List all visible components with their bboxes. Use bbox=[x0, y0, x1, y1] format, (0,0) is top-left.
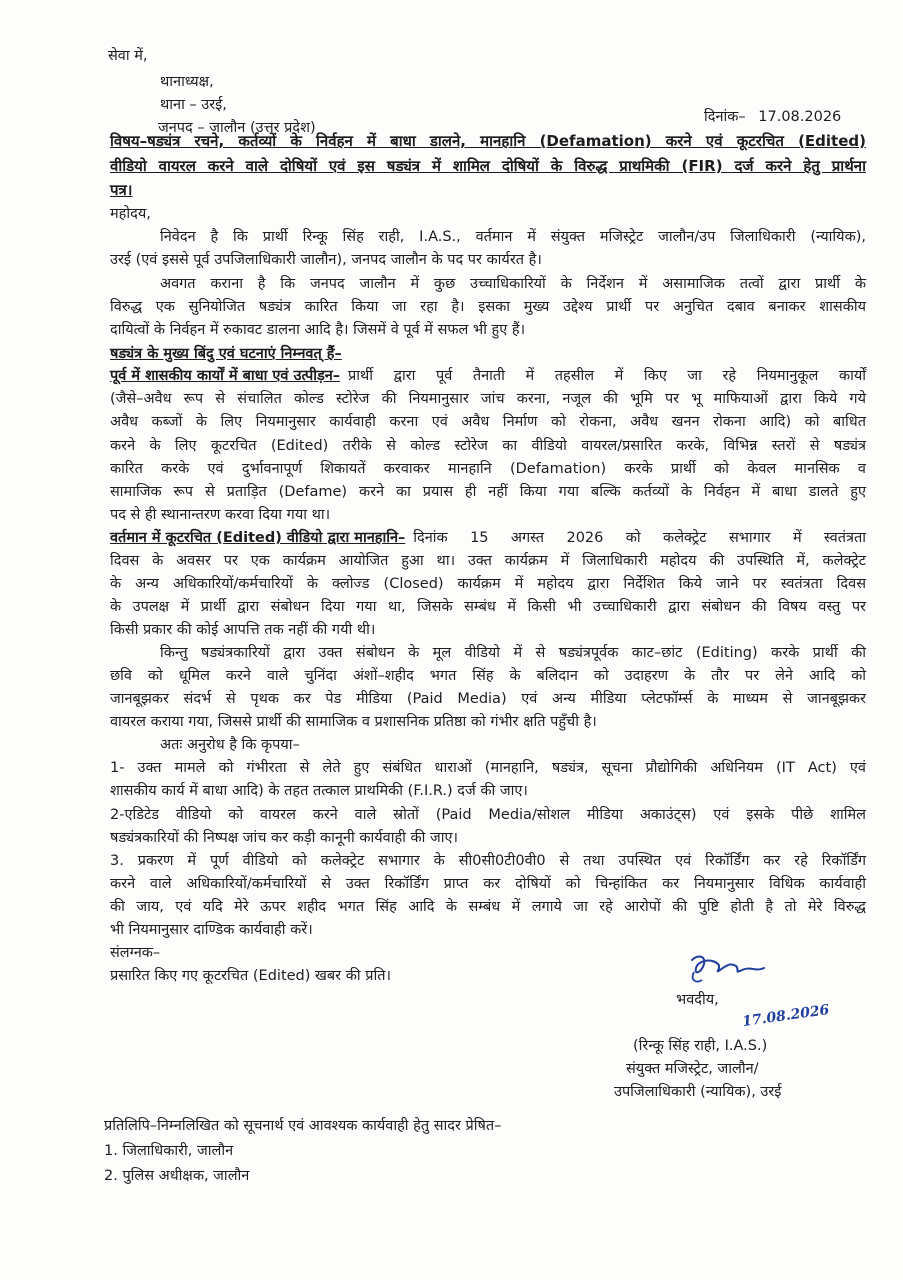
request-intro: अतः अनुरोध है कि कृपया– bbox=[160, 737, 300, 753]
point2-text: दिनांक 15 अगस्त 2026 को कलेक्ट्रेट सभागार में स्वतंत्रता bbox=[413, 530, 866, 546]
subject-line-3: पत्र। bbox=[110, 181, 133, 199]
point2-line-3: के अन्य अधिकारियों/कर्मचारियों के क्लोज्ड (Closed) कार्यक्रम में महोदय द्वारा निर्देशित किये जाने पर स्वतंत्रता दिवस bbox=[110, 576, 866, 592]
handwritten-signature bbox=[684, 950, 834, 998]
point2-heading: वर्तमान में कूटरचित (Edited) वीडियो द्वारा मानहानि– bbox=[110, 530, 406, 546]
para1-line-2: उरई (एवं इससे पूर्व उपजिलाधिकारी जालौन), जनपद जालौन के पद पर कार्यरत है। bbox=[110, 252, 542, 268]
date-value: 17.08.2026 bbox=[758, 109, 842, 125]
para3-line-4: वायरल कराया गया, जिससे प्रार्थी की सामाजिक व प्रशासनिक प्रतिष्ठा को गंभीर क्षति पहुँची है। bbox=[110, 714, 597, 730]
para2-line-3: दायित्वों के निर्वहन में रुकावट डालना आदि है। जिसमें वे पूर्व में सफल भी हुए हैं। bbox=[110, 322, 526, 338]
point2-line-5: किसी प्रकार की कोई आपत्ति तक नहीं की गयी थी। bbox=[110, 622, 376, 638]
point1-line-1 bbox=[110, 366, 866, 386]
point1-line-6: सामाजिक रूप से प्रताड़ित (Defame) करने का प्रयास ही नहीं किया गया बल्कि कर्तव्यों के निर्वहन में बाधा डालते हुए bbox=[110, 484, 866, 500]
point1-line-3: अवैध कब्जों के लिए नियमानुसार कार्यवाही करना एवं अवैध निर्माण को रोकना, अवैध खनन रोकना आदि) को बाधित bbox=[110, 414, 866, 430]
point1-line-5: कारित करके एवं दुर्भावनापूर्ण शिकायतें करवाकर मानहानि (Defamation) करके प्रार्थी को केवल मानसिक व bbox=[110, 461, 866, 477]
point1-line-2: (जैसे–अवैध रूप से संचालित कोल्ड स्टोरेज की नियमानुसार जांच करना, नजूल की भूमि पर भू माफियाओं द्वारा किये गये bbox=[110, 391, 866, 407]
point2-line-4: के उपलक्ष में प्रार्थी द्वारा संबोधन दिया गया था, जिसके सम्बंध में किसी भी उच्चाधिकारी द्वारा संबोधन की विषय वस्तु पर bbox=[110, 599, 866, 615]
signatory-designation-2: उपजिलाधिकारी (न्यायिक), उरई bbox=[614, 1084, 782, 1100]
address-line-1: थानाध्यक्ष, bbox=[160, 74, 214, 90]
para3-line-2: छवि को धूमिल करने वाले चुनिंदा अंशों–शहीद भगत सिंह के बलिदान को उदाहरण के तौर पर लेने आदि को bbox=[110, 668, 866, 684]
request-3-line-3: की जाय, एवं यदि मेरे ऊपर शहीद भगत सिंह आदि के सम्बंध में लगाये जा रहे आरोपों की पुष्टि होती है तो मेरे विरुद्ध bbox=[110, 899, 866, 915]
request-3-line-2: करने वाले अधिकारियों/कर्मचारियों से उक्त रिकॉर्डिंग प्राप्त कर दोषियों को चिन्हांकित कर नियमानुसार विधिक कार्यवाही bbox=[110, 876, 866, 892]
section-heading: षड्यंत्र के मुख्य बिंदु एवं घटनाएं निम्नवत् हैं– bbox=[110, 346, 342, 362]
copy-intro: प्रतिलिपि–निम्नलिखित को सूचनार्थ एवं आवश्यक कार्यवाही हेतु सादर प्रेषित– bbox=[104, 1118, 502, 1134]
request-3-line-1: 3. प्रकरण में पूर्ण वीडियो को कलेक्ट्रेट सभागार के सी0सी0टी0वी0 से तथा उपस्थित एवं रिकॉर्डिंग कर रहे रिकॉर्डिंग bbox=[110, 853, 866, 869]
closing-yours: भवदीय, bbox=[676, 992, 719, 1008]
request-2-line-2: षड्यंत्रकारियों की निष्पक्ष जांच कर कड़ी कानूनी कार्यवाही की जाए। bbox=[110, 830, 459, 846]
point2-line-1 bbox=[110, 528, 866, 548]
enclosure-label: संलग्नक– bbox=[110, 945, 161, 961]
para2-line-2: विरुद्ध एक सुनियोजित षड्यंत्र कारित किया जा रहा है। इसका मुख्य उद्देश्य प्रार्थी पर अनुचित दबाव बनाकर शासकीय bbox=[110, 299, 866, 315]
copy-item-2: 2. पुलिस अधीक्षक, जालौन bbox=[104, 1168, 250, 1184]
copy-item-1: 1. जिलाधिकारी, जालौन bbox=[104, 1143, 234, 1159]
point1-heading: पूर्व में शासकीय कार्यों में बाधा एवं उत्पीड़न– bbox=[110, 368, 341, 384]
point1-line-7: पद से ही स्थानान्तरण करवा दिया गया था। bbox=[110, 507, 331, 523]
date bbox=[704, 107, 841, 127]
para3-line-1: किन्तु षड्यंत्रकारियों द्वारा उक्त संबोधन के मूल वीडियो में से षड्यंत्रपूर्वक काट–छांट (Editing) करके प्रार्थी की bbox=[160, 645, 866, 661]
para2-line-1: अवगत कराना है कि जनपद जालौन में कुछ उच्चाधिकारियों के निर्देशन में असामाजिक तत्वों द्वारा प्रार्थी के bbox=[160, 276, 866, 292]
request-2-line-1: 2-एडिटेड वीडियो को वायरल करने वाले स्रोतों (Paid Media/सोशल मीडिया अकाउंट्स) एवं इसके पीछे शामिल bbox=[110, 807, 866, 823]
point1-text: प्रार्थी द्वारा पूर्व तैनाती में तहसील में किए जा रहे नियमानुकूल कार्यों bbox=[348, 368, 866, 384]
request-3-line-4: भी नियमानुसार दाण्डिक कार्यवाही करें। bbox=[110, 922, 313, 938]
para1-line-1: निवेदन है कि प्रार्थी रिन्कू सिंह राही, I.A.S., वर्तमान में संयुक्त मजिस्ट्रेट जालौन/उप जिलाधिकारी (न्यायिक), bbox=[160, 229, 866, 245]
request-1-line-1: 1- उक्त मामले को गंभीरता से लेते हुए संबंधित धाराओं (मानहानि, षड्यंत्र, सूचना प्रौद्योगिकी अधिनियम (IT Act) एवं bbox=[110, 760, 866, 776]
subject-line-1: विषय–षड्यंत्र रचने, कर्तव्यों के निर्वहन में बाधा डालने, मानहानि (Defamation) करने एवं कूटरचित (Edited) bbox=[110, 132, 866, 150]
signatory-name: (रिन्कू सिंह राही, I.A.S.) bbox=[633, 1038, 768, 1054]
signatory-designation-1: संयुक्त मजिस्ट्रेट, जालौन/ bbox=[626, 1061, 759, 1077]
greeting: महोदय, bbox=[110, 206, 151, 222]
date-label: दिनांक– bbox=[704, 109, 746, 125]
point1-line-4: करने के लिए कूटरचित (Edited) तरीके से कोल्ड स्टोरेज का वीडियो वायरल/प्रसारित करके, विभिन्न स्तरों से षड्यंत्र bbox=[110, 438, 866, 454]
request-1-line-2: शासकीय कार्य में बाधा आदि) के तहत तत्काल प्राथमिकी (F.I.R.) दर्ज की जाए। bbox=[110, 783, 528, 799]
para3-line-3: जानबूझकर संदर्भ से पृथक कर पेड मीडिया (Paid Media) एवं अन्य मीडिया प्लेटफॉर्म्स के माध्यम से जानबूझकर bbox=[110, 691, 866, 707]
signature-date: 17.08.2026 bbox=[741, 1001, 831, 1031]
point2-line-2: दिवस के अवसर पर एक कार्यक्रम आयोजित हुआ था। उक्त कार्यक्रम में जिलाधिकारी महोदय की उपस्थिति में, कलेक्ट्रेट bbox=[110, 553, 866, 569]
address-line-2: थाना – उरई, bbox=[160, 97, 227, 113]
subject-line-2: वीडियो वायरल करने वाले दोषियों एवं इस षड्यंत्र में शामिल दोषियों के विरुद्ध प्राथमिकी (FIR) दर्ज करने हेतु प्रार्थना bbox=[110, 157, 866, 175]
enclosure-item: प्रसारित किए गए कूटरचित (Edited) खबर की प्रति। bbox=[110, 968, 391, 984]
salutation-to: सेवा में, bbox=[108, 48, 148, 64]
address-line-3: जनपद – जालौन (उत्तर प्रदेश) bbox=[158, 120, 316, 136]
